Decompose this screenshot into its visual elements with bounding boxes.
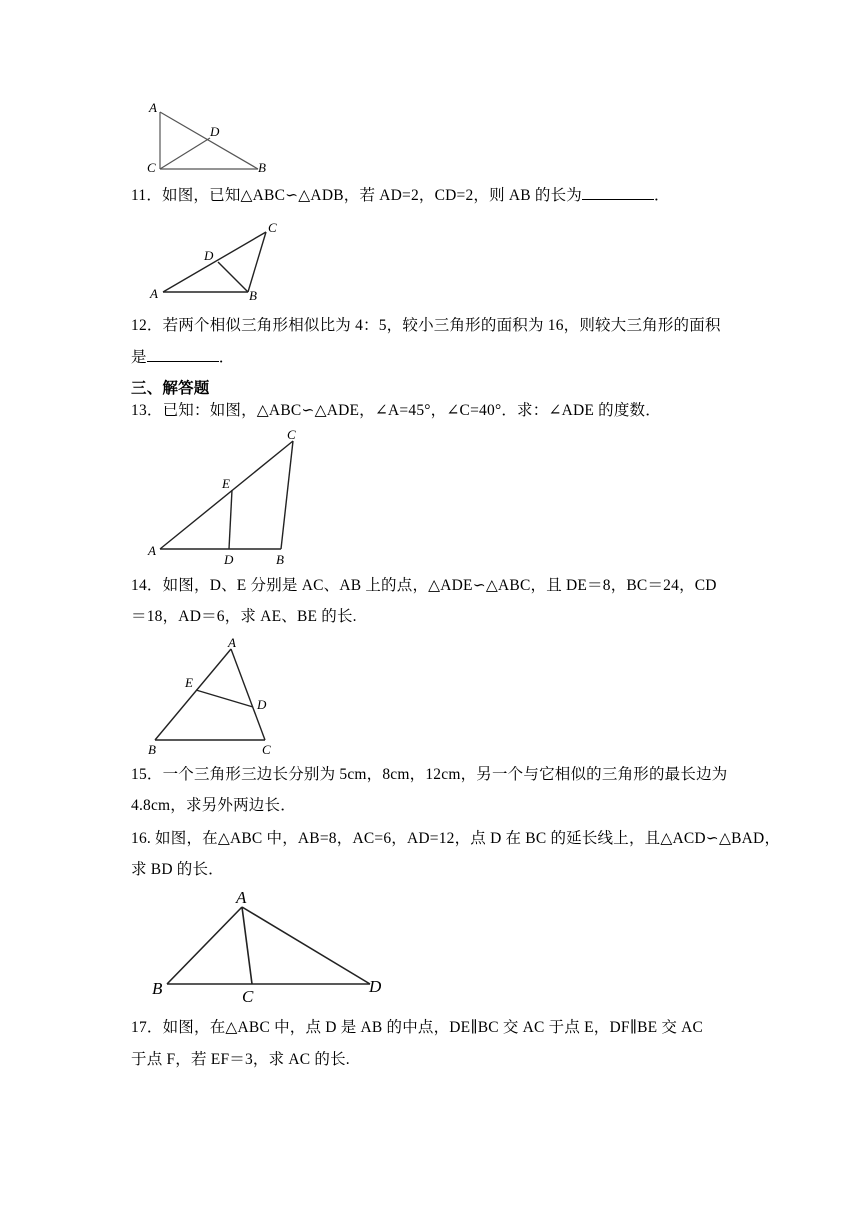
question-11-text: 11．如图，已知△ABC∽△ADB，若 AD=2，CD=2，则 AB 的长为: [131, 187, 583, 204]
figure-q13: [145, 425, 315, 570]
question-11: [131, 185, 670, 206]
label-B: B: [249, 288, 257, 303]
label-B: B: [276, 552, 284, 567]
label-C: C: [287, 427, 296, 442]
figure-q14: [145, 635, 285, 760]
question-12-line2: [131, 347, 234, 368]
label-D: D: [210, 124, 220, 139]
question-16-line1: 16. 如图，在△ABC 中，AB=8，AC=6，AD=12，点 D 在 BC 的延长线上，且△ACD∽△BAD，: [131, 830, 781, 847]
question-12-text: 是: [131, 349, 147, 366]
label-A: A: [149, 100, 157, 115]
label-C: C: [242, 987, 254, 1006]
question-12-line1: 12．若两个相似三角形相似比为 4：5，较小三角形的面积为 16，则较大三角形的面积: [131, 317, 721, 334]
figure-q16: [145, 888, 395, 1006]
label-A: A: [148, 543, 156, 558]
question-17-line1: 17．如图，在△ABC 中，点 D 是 AB 的中点，DE∥BC 交 AC 于点 E，DF∥BE 交 AC: [131, 1019, 704, 1036]
answer-blank[interactable]: [582, 185, 654, 200]
period: ．: [218, 349, 235, 366]
question-14-line1: 14．如图，D、E 分别是 AC、AB 上的点，△ADE∽△ABC，且 DE＝8，BC＝24，CD: [131, 577, 717, 594]
question-17-line2: 于点 F，若 EF＝3，求 AC 的长.: [131, 1051, 350, 1068]
label-D: D: [369, 977, 382, 996]
triangle-diagram-q14: [145, 635, 285, 760]
label-C: C: [262, 742, 271, 757]
triangle-diagram-q10: [140, 100, 280, 180]
question-14-line2: ＝18，AD＝6，求 AE、BE 的长.: [131, 608, 357, 625]
figure-q10: [140, 100, 280, 180]
label-D: D: [224, 552, 234, 567]
question-13: 13．已知：如图，△ABC∽△ADE，∠A=45°，∠C=40°．求：∠ADE 的度数．: [131, 402, 661, 419]
label-C: C: [147, 160, 156, 175]
question-15-line2: 4.8cm，求另外两边长．: [131, 797, 296, 814]
label-A: A: [236, 888, 247, 907]
label-A: A: [228, 635, 236, 650]
label-D: D: [257, 697, 267, 712]
label-A: A: [150, 286, 158, 301]
label-E: E: [222, 476, 230, 491]
label-D: D: [204, 248, 214, 263]
label-B: B: [258, 160, 266, 175]
label-E: E: [185, 675, 193, 690]
triangle-diagram-q13: [145, 425, 315, 570]
triangle-diagram-q11: [145, 220, 285, 305]
label-B: B: [148, 742, 156, 757]
period: ．: [654, 187, 670, 204]
question-15-line1: 15．一个三角形三边长分别为 5cm，8cm，12cm，另一个与它相似的三角形的最长边为: [131, 766, 728, 783]
label-B: B: [152, 979, 163, 998]
answer-blank[interactable]: [147, 347, 219, 362]
section-heading: 三、解答题: [131, 380, 210, 397]
triangle-diagram-q16: [145, 888, 395, 1006]
label-C: C: [268, 220, 277, 235]
figure-q11: [145, 220, 285, 305]
question-16-line2: 求 BD 的长．: [131, 861, 224, 878]
